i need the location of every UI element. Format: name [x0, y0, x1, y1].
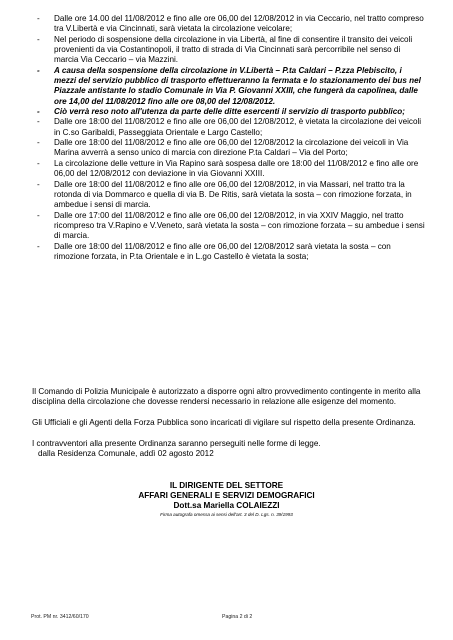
signature-name: Dott.sa Mariella COLAIEZZI [173, 501, 280, 510]
footer-page-number: Pagina 2 di 2 [222, 614, 253, 620]
list-item-text: Dalle ore 18:00 del 11/08/2012 e fino alle ore 06,00 del 12/08/2012 sarà vietata la sosta – con rimozione forzata, in P.ta Orientale e in L.go Castello è vietata la sosta; [54, 241, 391, 261]
signature-department: AFFARI GENERALI E SERVIZI DEMOGRAFICI [138, 491, 315, 500]
list-item [34, 107, 426, 117]
list-dash: - [37, 241, 40, 251]
signature-note: Firma autografa omessa ai sensi dell'art. 3 del D. Lgs. n. 39/1993 [160, 512, 293, 517]
list-item [34, 14, 426, 35]
list-item [34, 138, 426, 159]
paragraph-authorization: Il Comando di Polizia Municipale è autorizzato a disporre ogni altro provvedimento contingente in merito alla disciplina della circolazione che dovesse rendersi necessario in relazione alle esigenze del momento. [32, 387, 421, 407]
list-item [34, 117, 426, 138]
list-item-text: A causa della sospensione della circolazione in V.Libertà – P.ta Caldari – P.zza Plebiscito, i mezzi del servizio pubblico di trasporto effettueranno la fermata e lo stazionamento dei bus nel Piazzale antistante lo stadio Comunale in Via P. Giovanni XXIII, che fungerà da capolinea, dalle ore 14,00 del 11/08/2012 fino alle ore 08,00 del 12/08/2012. [54, 65, 421, 106]
list-item [34, 242, 426, 263]
list-dash: - [37, 107, 40, 117]
list-dash: - [37, 14, 40, 23]
list-item [34, 159, 426, 180]
list-dash: - [37, 138, 40, 148]
list-dash: - [37, 117, 40, 127]
list-item-text: Dalle ore 18:00 del 11/08/2012 e fino alle ore 06,00 del 12/08/2012, è vietata la circolazione dei veicoli in C.so Garibaldi, Passeggiata Orientale e Largo Castello; [54, 117, 422, 137]
signature-title: IL DIRIGENTE DEL SETTORE [169, 481, 284, 490]
list-item-text: Dalle ore 18:00 del 11/08/2012 e fino alle ore 06,00 del 12/08/2012 la circolazione dei veicoli in Via Marina avverrà a senso unico di marcia con direzione P.ta Caldari – Via del Porto; [54, 138, 409, 158]
list-item-text: Dalle ore 14.00 del 11/08/2012 e fino alle ore 06,00 del 12/08/2012 in via Ceccario, nel tratto compreso tra V.Libertà e via Cincinnati, sarà vietata la circolazione veicolare; [54, 14, 424, 34]
list-dash: - [37, 34, 40, 44]
list-item [34, 66, 426, 107]
list-item-text: Ciò verrà reso noto all'utenza da parte delle ditte esercenti il servizio di trasporto pubblico; [54, 107, 405, 117]
list-item [34, 35, 426, 66]
paragraph-penalties: I contravventori alla presente Ordinanza saranno perseguiti nelle forme di legge. [32, 439, 321, 448]
list-item-text: La circolazione delle vetture in Via Rapino sarà sospesa dalle ore 18:00 del 11/08/2012 e fino alle ore 06,00 del 12/08/2012 con deviazione in via Giovanni XXIII. [54, 158, 419, 179]
provisions-list [34, 14, 426, 262]
list-item-text: Nel periodo di sospensione della circolazione in via Libertà, al fine di consentire il transito dei veicoli provenienti da via Costantinopoli, il tratto di strada di Via Cincinnati sarà percorribile nel senso di marcia Via Ceccario – via Mazzini. [54, 34, 413, 65]
list-dash: - [37, 179, 40, 189]
list-item [34, 211, 426, 242]
paragraph-enforcement: Gli Ufficiali e gli Agenti della Forza Pubblica sono incaricati di vigilare sul rispetto della presente Ordinanza. [32, 418, 416, 427]
footer-protocol: Prot. PM nr. 3412/60/170 [31, 614, 89, 620]
list-dash: - [37, 65, 40, 75]
list-dash: - [37, 158, 40, 168]
paragraph-date: dalla Residenza Comunale, addì 02 agosto 2012 [38, 449, 214, 458]
list-item [34, 180, 426, 211]
list-dash: - [37, 210, 40, 220]
list-item-text: Dalle ore 18:00 del 11/08/2012 e fino alle ore 06,00 del 12/08/2012, in via Massari, nel tratto tra la rotonda di via Dommarco e quella di via B. De Ritis, sarà vietata la sosta – con rimozione forzata, in ambedue i sensi di marcia. [54, 179, 412, 210]
list-item-text: Dalle ore 17:00 del 11/08/2012 e fino alle ore 06,00 del 12/08/2012, in via XXIV Maggio, nel tratto ricompreso tra V.Rapino e V.Veneto, sarà vietata la sosta – con rimozione forzata – su ambedue i sensi di marcia. [54, 210, 425, 241]
